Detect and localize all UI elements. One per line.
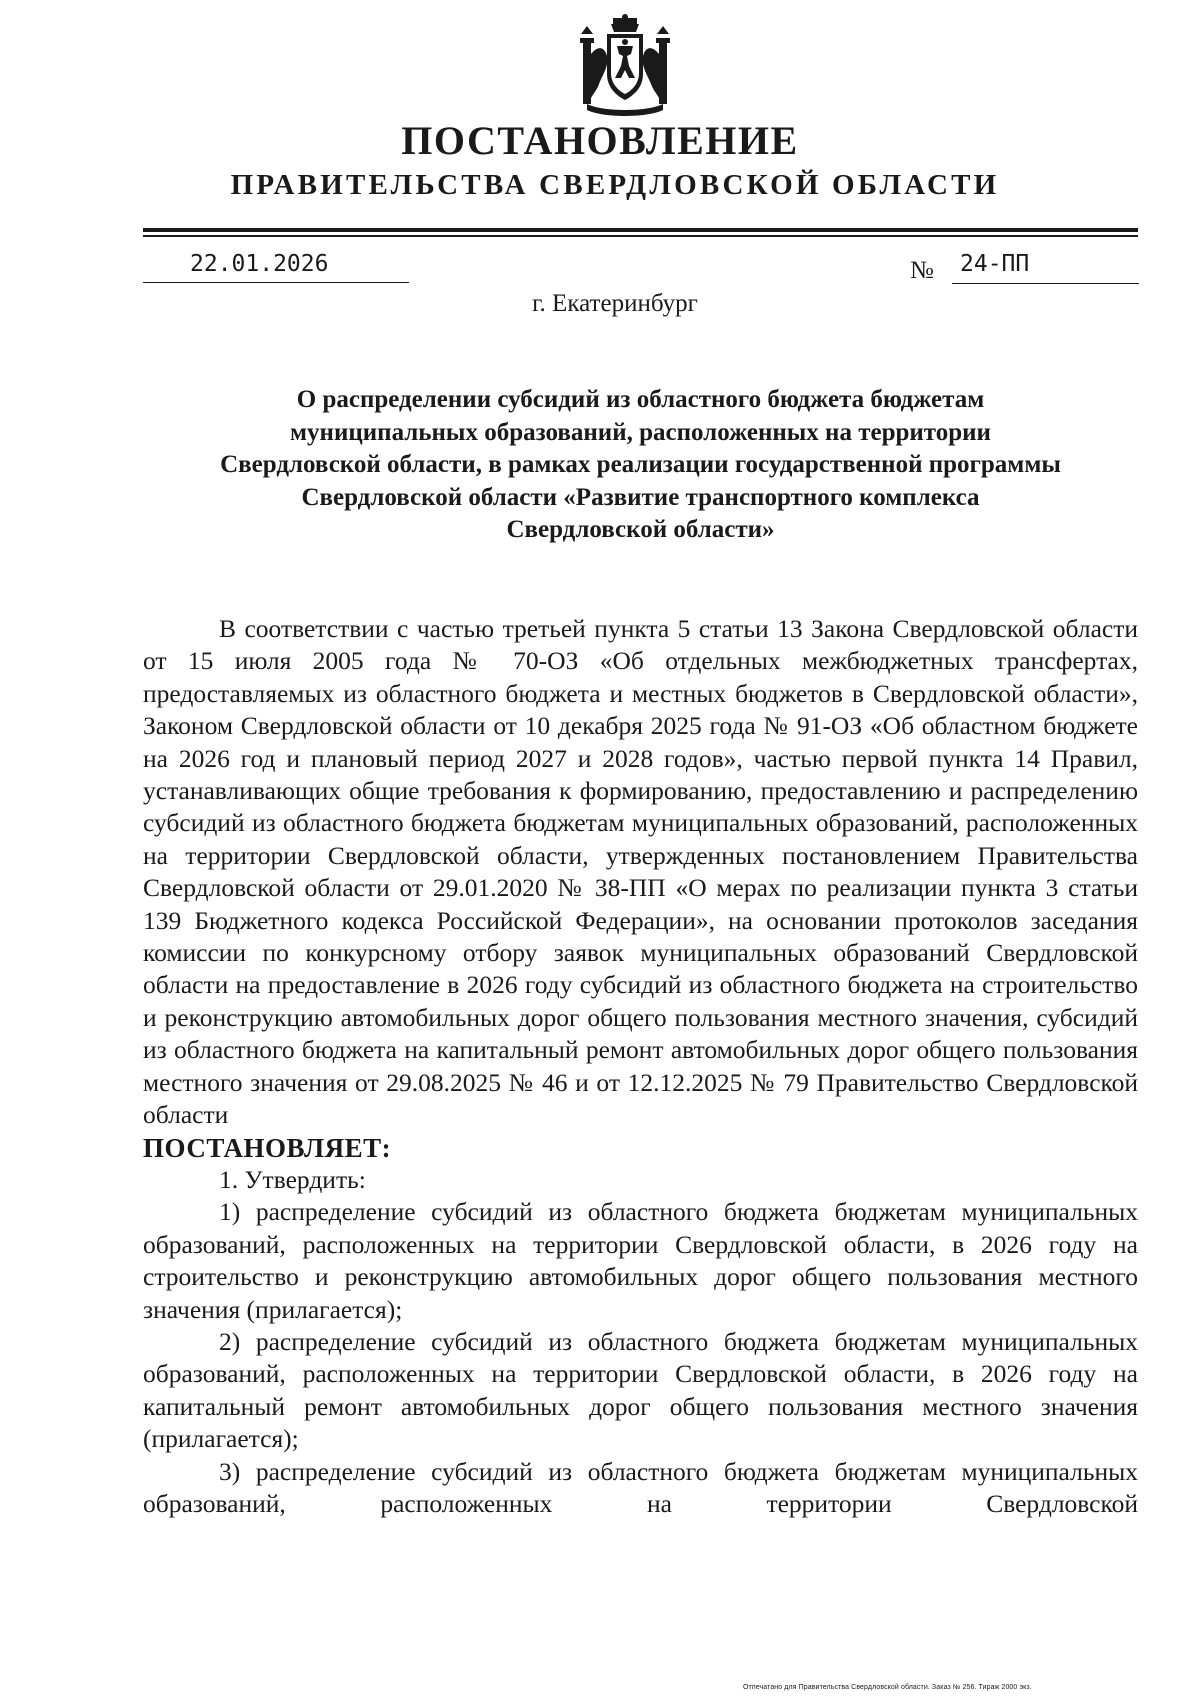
- heading-line: Свердловской области»: [506, 516, 775, 543]
- subpoint-1: 1) распределение субсидий из областного бюджета бюджетам муниципальных образований, расположенных на территории Свердловской области, в 2026 году на строительство и реконструкцию автомобильных дорог общего пользования местного значения (прилагается);: [143, 1197, 1138, 1324]
- sverdlovsk-coat-of-arms-icon: [573, 14, 677, 118]
- point-1-heading: 1. Утвердить:: [219, 1164, 366, 1194]
- decree-word: ПОСТАНОВЛЯЕТ:: [143, 1132, 392, 1163]
- document-body: [143, 613, 1138, 1520]
- document-type-title: ПОСТАНОВЛЕНИЕ: [401, 118, 799, 163]
- subpoint-3: 3) распределение субсидий из областного бюджета бюджетам муниципальных образований, расположенных на территории Свердловской: [143, 1456, 1138, 1518]
- heading-line: Свердловской области, в рамках реализации государственной программы: [220, 451, 1061, 478]
- preamble-paragraph: В соответствии с частью третьей пункта 5 статьи 13 Закона Свердловской области от 15 июля 2005 года № 70-ОЗ «Об отдельных межбюджетных трансфертах, предоставляемых из областного бюджета и местных бюджетов в Свердловской области», Законом Свердловской области от 10 декабря 2025 года № 91-ОЗ «Об областном бюджете на 2026 год и плановый период 2027 и 2028 годов», частью первой пункта 14 Правил, устанавливающих общие требования к формированию, предоставлению и распределению субсидий из областного бюджета бюджетам муниципальных образований, расположенных на территории Свердловской области, утвержденных постановлением Правительства Свердловской области от 29.01.2020 № 38-ПП «О мерах по реализации пункта 3 статьи 139 Бюджетного кодекса Российской Федерации», на основании протоколов заседания комиссии по конкурсному отбору заявок муниципальных образований Свердловской области на предоставление в 2026 году субсидий из областного бюджета на строительство и реконструкцию автомобильных дорог общего пользования местного значения, субсидий из областного бюджета на капитальный ремонт автомобильных дорог общего пользования местного значения от 29.08.2025 № 46 и от 12.12.2025 № 79 Правительство Свердловской области: [143, 614, 1138, 1130]
- issuer-subtitle: ПРАВИТЕЛЬСТВА СВЕРДЛОВСКОЙ ОБЛАСТИ: [230, 169, 1000, 201]
- header-rule-thick: [143, 228, 1138, 232]
- header-rule-thin: [143, 235, 1138, 237]
- heading-line: муниципальных образований, расположенных на территории: [290, 418, 991, 446]
- heading-line: О распределении субсидий из областного бюджета бюджетам: [296, 386, 985, 413]
- print-note: Отпечатано для Правительства Свердловской области. Заказ № 256. Тираж 2000 экз.: [743, 1684, 1032, 1691]
- subpoint-2: 2) распределение субсидий из областного бюджета бюджетам муниципальных образований, расположенных на территории Свердловской области, в 2026 году на капитальный ремонт автомобильных дорог общего пользования местного значения (прилагается);: [143, 1326, 1138, 1454]
- heading-line: Свердловской области «Развитие транспортного комплекса: [301, 483, 980, 511]
- document-heading: [143, 384, 1138, 547]
- date-underline: [143, 282, 409, 283]
- document-number: 24-ПП: [960, 251, 1030, 277]
- document-date: 22.01.2026: [190, 251, 329, 277]
- number-underline: [952, 283, 1139, 284]
- number-sign: №: [910, 257, 934, 284]
- issue-city: г. Екатеринбург: [532, 290, 698, 317]
